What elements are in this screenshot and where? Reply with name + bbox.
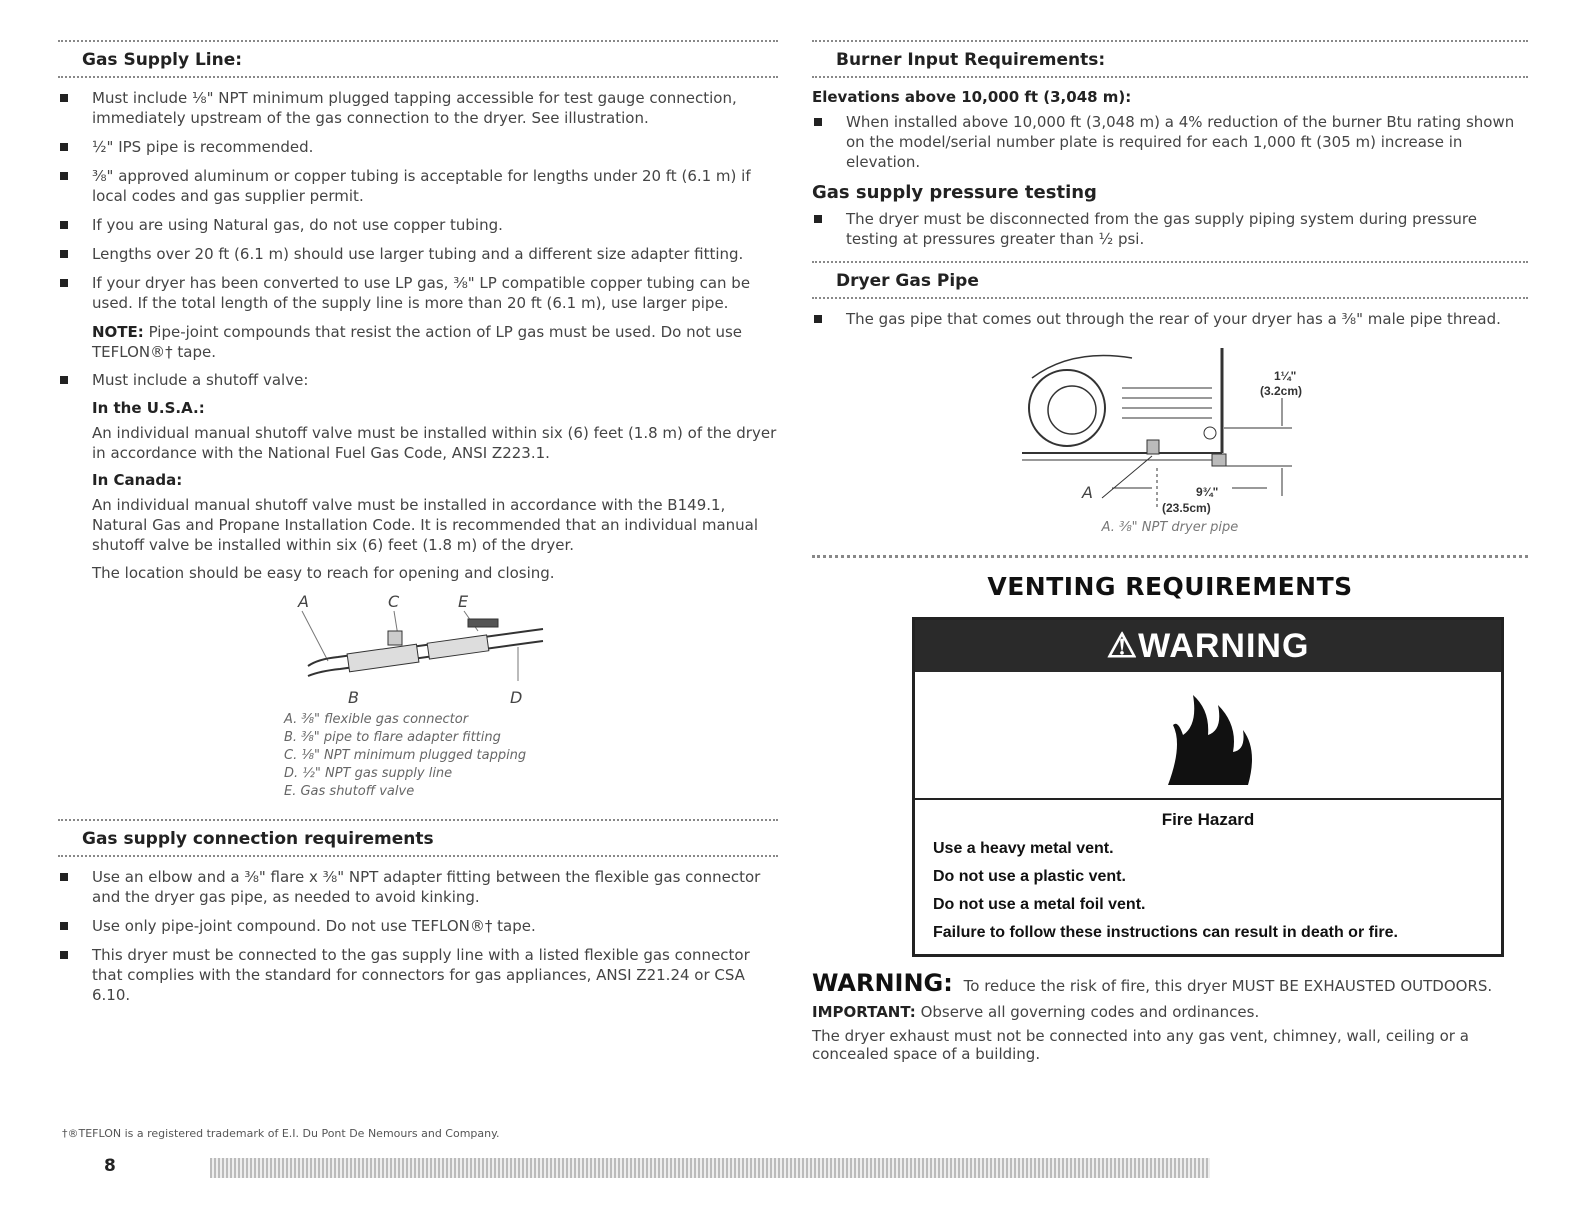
- bottom-decorative-bar: [210, 1158, 1210, 1178]
- list-item: Must include ⅛" NPT minimum plugged tapping accessible for test gauge connection, immediately upstream of the gas connection to the dryer. See illustration.: [58, 88, 778, 128]
- warning-bar: ⚠WARNING: [915, 620, 1501, 672]
- warning-line: Use a heavy metal vent.: [933, 840, 1114, 857]
- burner-heading: Burner Input Requirements:: [812, 40, 1528, 78]
- footnote: †®TEFLON is a registered trademark of E.I. Du Pont De Nemours and Company.: [62, 1127, 500, 1140]
- list-item: Lengths over 20 ft (6.1 m) should use larger tubing and a different size adapter fitting.: [58, 244, 778, 264]
- dim-2: 9¾": [1196, 485, 1219, 499]
- gas-supply-line-list: [58, 88, 778, 313]
- location-text: The location should be easy to reach for opening and closing.: [92, 564, 555, 582]
- pipe-caption: A. ⅜" NPT dryer pipe: [1101, 520, 1239, 535]
- warning-line: Failure to follow these instructions can result in death or fire.: [933, 924, 1398, 941]
- dryer-gas-pipe-heading: Dryer Gas Pipe: [812, 261, 1528, 299]
- list-item: ⅜" approved aluminum or copper tubing is acceptable for lengths under 20 ft (6.1 m) if local codes and gas supplier permit.: [58, 166, 778, 206]
- list-item: Must include a shutoff valve:: [58, 370, 778, 390]
- left-column: [58, 40, 778, 1014]
- fire-icon: [915, 672, 1501, 800]
- exhaust-statement: The dryer exhaust must not be connected into any gas vent, chimney, wall, ceiling or a concealed space of a building.: [812, 1027, 1469, 1063]
- list-item: If you are using Natural gas, do not use copper tubing.: [58, 215, 778, 235]
- diagram-label-b: B: [348, 688, 359, 707]
- diagram-label-c: C: [388, 592, 400, 611]
- warning-line: Do not use a plastic vent.: [933, 868, 1126, 885]
- warning-body: [915, 800, 1501, 954]
- warning-statement: WARNING: To reduce the risk of fire, this dryer MUST BE EXHAUSTED OUTDOORS.: [812, 969, 1493, 997]
- list-item: The gas pipe that comes out through the rear of your dryer has a ⅜" male pipe thread.: [812, 309, 1528, 329]
- dim-1: 1¼": [1274, 369, 1297, 383]
- elevation-heading: Elevations above 10,000 ft (3,048 m):: [812, 88, 1132, 106]
- list-item: Use only pipe-joint compound. Do not use TEFLON®† tape.: [58, 916, 778, 936]
- diagram-label-d: D: [510, 688, 523, 707]
- list-item: Use an elbow and a ⅜" flare x ⅜" NPT adapter fitting between the flexible gas connector and the dryer gas pipe, as needed to avoid kinking.: [58, 867, 778, 907]
- warning-line: Do not use a metal foil vent.: [933, 896, 1146, 913]
- list-item: The dryer must be disconnected from the gas supply piping system during pressure testing at pressures greater than ½ psi.: [812, 209, 1528, 249]
- canada-heading: In Canada:: [92, 471, 183, 489]
- dryer-pipe-diagram: [812, 338, 1528, 518]
- venting-title: VENTING REQUIREMENTS: [987, 572, 1353, 601]
- dim-1-cm: (3.2cm): [1260, 384, 1303, 398]
- pressure-heading: Gas supply pressure testing: [812, 182, 1097, 203]
- list-item: This dryer must be connected to the gas supply line with a listed flexible gas connector that complies with the standard for connectors for gas appliances, ANSI Z21.24 or CSA 6.10.: [58, 945, 778, 1005]
- label-a: A: [1082, 483, 1093, 502]
- canada-text: An individual manual shutoff valve must be installed in accordance with the B149.1, Natural Gas and Propane Installation Code. It is recommended that an individual manual shutoff valve be installed within six (6) feet (1.8 m) of the dryer.: [92, 496, 759, 554]
- list-item: If your dryer has been converted to use LP gas, ⅜" LP compatible copper tubing can be used. If the total length of the supply line is more than 20 ft (6.1 m), use larger pipe.: [58, 273, 778, 313]
- connection-requirements-heading: Gas supply connection requirements: [58, 819, 778, 857]
- warning-box: [912, 617, 1504, 957]
- diagram-label-e: E: [458, 592, 469, 611]
- gas-supply-line-heading: Gas Supply Line:: [58, 40, 778, 78]
- right-column: [812, 40, 1528, 1063]
- diagram-legend: A. ⅜" flexible gas connector B. ⅜" pipe to flare adapter fitting C. ⅛" NPT minimum plugged tapping D. ½" NPT gas supply line E. Gas shutoff valve: [284, 712, 527, 799]
- section-divider: [812, 555, 1528, 558]
- list-item: ½" IPS pipe is recommended.: [58, 137, 778, 157]
- fire-hazard: Fire Hazard: [1161, 810, 1255, 829]
- page-number: 8: [104, 1156, 116, 1176]
- important-statement: IMPORTANT: Observe all governing codes and ordinances.: [812, 1003, 1260, 1021]
- connection-requirements-list: [58, 867, 778, 1005]
- usa-text: An individual manual shutoff valve must be installed within six (6) feet (1.8 m) of the dryer in accordance with the National Fuel Gas Code, ANSI Z223.1.: [92, 424, 777, 462]
- usa-heading: In the U.S.A.:: [92, 399, 205, 417]
- gas-connection-diagram: [58, 591, 778, 711]
- lp-note: NOTE: Pipe-joint compounds that resist the action of LP gas must be used. Do not use TEFLON®† tape.: [92, 323, 742, 361]
- dim-2-cm: (23.5cm): [1162, 501, 1211, 515]
- diagram-label-a: A: [298, 592, 309, 611]
- list-item: When installed above 10,000 ft (3,048 m) a 4% reduction of the burner Btu rating shown on the model/serial number plate is required for each 1,000 ft (305 m) increase in elevation.: [812, 112, 1528, 172]
